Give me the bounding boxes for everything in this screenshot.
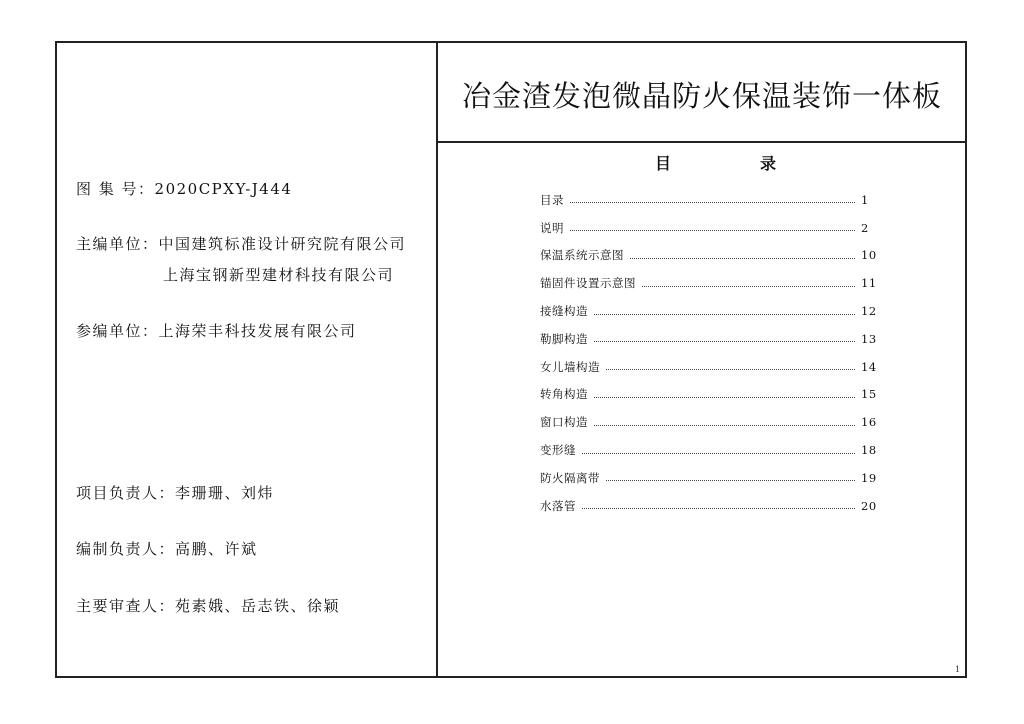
toc-item	[540, 408, 875, 436]
toc-leader-dots	[582, 453, 855, 454]
toc-item	[540, 242, 875, 270]
toc-item-label: 女儿墙构造	[540, 359, 600, 374]
toc-leader-dots	[606, 480, 855, 481]
toc-leader-dots	[594, 314, 855, 315]
editor-unit-2: 上海宝钢新型建材科技有限公司	[163, 266, 395, 284]
toc-item-label: 接缝构造	[540, 304, 588, 319]
toc-item	[540, 353, 875, 381]
toc-leader-dots	[594, 425, 855, 426]
compile-lead: 编制负责人：高鹏、许斌	[76, 540, 258, 558]
toc-item-label: 保温系统示意图	[540, 248, 624, 263]
toc-item-page: 16	[861, 415, 877, 430]
toc-item-label: 变形缝	[540, 443, 576, 458]
toc-heading-2: 录	[760, 154, 777, 173]
toc-item	[540, 186, 875, 214]
toc-leader-dots	[570, 202, 855, 203]
title-divider	[437, 141, 967, 143]
toc-leader-dots	[606, 369, 855, 370]
toc-leader-dots	[582, 508, 855, 509]
toc-item-page: 13	[861, 331, 877, 346]
toc-leader-dots	[594, 397, 855, 398]
atlas-number: 图 集 号：2020CPXY-J444	[76, 180, 293, 198]
toc-item-label: 水落管	[540, 498, 576, 513]
toc-item-label: 转角构造	[540, 387, 588, 402]
toc-leader-dots	[570, 230, 855, 231]
toc-item-page: 11	[861, 276, 877, 291]
toc-item-page: 12	[861, 304, 877, 319]
toc-heading-1: 目	[655, 154, 672, 173]
participant-unit: 参编单位：上海荣丰科技发展有限公司	[76, 322, 357, 340]
toc-item	[540, 325, 875, 353]
toc-item	[540, 381, 875, 409]
toc-item-page: 15	[861, 387, 877, 402]
toc-item	[540, 436, 875, 464]
toc-item-page: 20	[861, 498, 877, 513]
toc-item-label: 勒脚构造	[540, 331, 588, 346]
toc-leader-dots	[642, 286, 855, 287]
toc-item-label: 目录	[540, 192, 564, 207]
toc-item	[540, 492, 875, 520]
project-lead: 项目负责人：李珊珊、刘炜	[76, 484, 275, 502]
editor-units	[76, 233, 406, 254]
toc-leader-dots	[630, 258, 855, 259]
toc-item	[540, 214, 875, 242]
toc-item-label: 锚固件设置示意图	[540, 276, 636, 291]
table-of-contents	[540, 186, 875, 520]
toc-item-page: 10	[861, 248, 877, 263]
editor-units-label: 主编单位：	[76, 235, 159, 253]
toc-leader-dots	[594, 341, 855, 342]
toc-item-page: 19	[861, 470, 877, 485]
toc-item-page: 18	[861, 443, 877, 458]
toc-item	[540, 297, 875, 325]
page-number: 1	[955, 665, 961, 674]
toc-item	[540, 464, 875, 492]
editor-unit-1: 中国建筑标准设计研究院有限公司	[158, 235, 407, 253]
toc-item-label: 窗口构造	[540, 415, 588, 430]
chief-reviewer: 主要审查人：苑素娥、岳志铁、徐颖	[76, 597, 341, 615]
toc-item-page: 1	[861, 192, 869, 207]
document-title: 冶金渣发泡微晶防火保温装饰一体板	[461, 79, 942, 113]
center-divider	[436, 41, 438, 678]
toc-item-label: 防火隔离带	[540, 470, 600, 485]
toc-item-label: 说明	[540, 220, 564, 235]
toc-item-page: 2	[861, 220, 869, 235]
toc-item-page: 14	[861, 359, 877, 374]
toc-item	[540, 269, 875, 297]
